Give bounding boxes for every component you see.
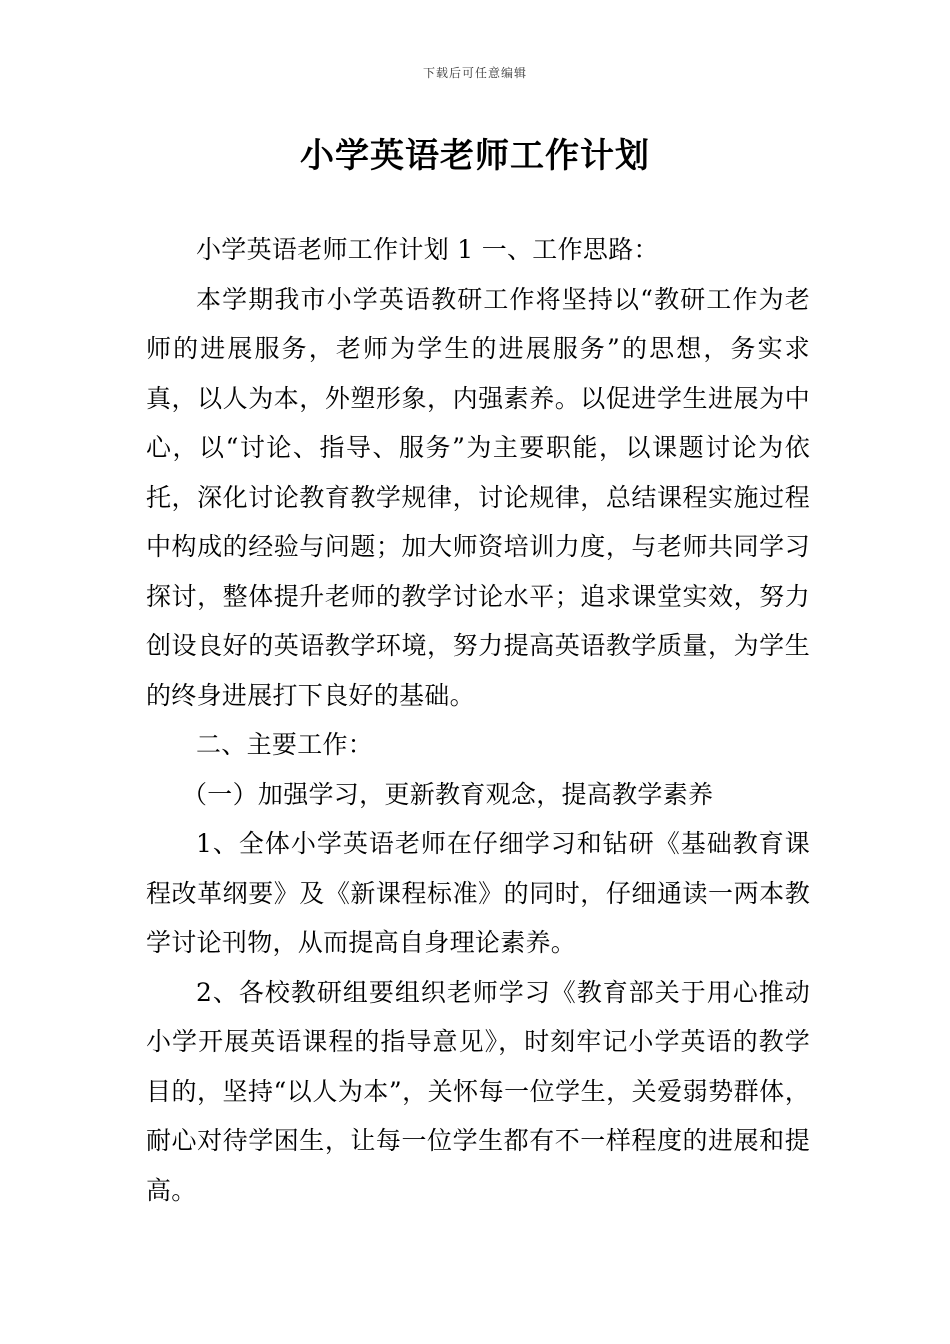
document-body xyxy=(146,225,810,1215)
document-title: 小学英语老师工作计划 xyxy=(300,136,650,176)
header-note: 下载后可任意编辑 xyxy=(422,66,527,80)
paragraph-work-ideas: 本学期我市小学英语教研工作将坚持以“教研工作为老师的进展服务，老师为学生的进展服务”的思想，务实求真，以人为本，外塑形象，内强素养。以促进学生进展为中心，以“讨论、指导、服务”为主要职能，以课题讨论为依托，深化讨论教育教学规律，讨论规律，总结课程实施过程中构成的经验与问题；加大师资培训力度，与老师共同学习探讨，整体提升老师的教学讨论水平；追求课堂实效，努力创设良好的英语教学环境，努力提高英语教学质量，为学生的终身进展打下良好的基础。 xyxy=(146,284,810,710)
paragraph-intro-heading: 小学英语老师工作计划 1 一、工作思路： xyxy=(196,235,659,264)
paragraph-main-work-heading: 二、主要工作： xyxy=(196,730,374,759)
paragraph-section-one-heading: （一）加强学习，更新教育观念，提高教学素养 xyxy=(182,779,714,809)
paragraph-item-one: 1、全体小学英语老师在仔细学习和钻研《基础教育课程改革纲要》及《新课程标准》的同时，仔细通读一两本教学讨论刊物，从而提高自身理论素养。 xyxy=(146,829,810,957)
paragraph-item-two: 2、各校教研组要组织老师学习《教育部关于用心推动小学开展英语课程的指导意见》，时刻牢记小学英语的教学目的，坚持“以人为本”，关怀每一位学生，关爱弱势群体，耐心对待学困生，让每一位学生都有不一样程度的进展和提高。 xyxy=(146,977,810,1205)
